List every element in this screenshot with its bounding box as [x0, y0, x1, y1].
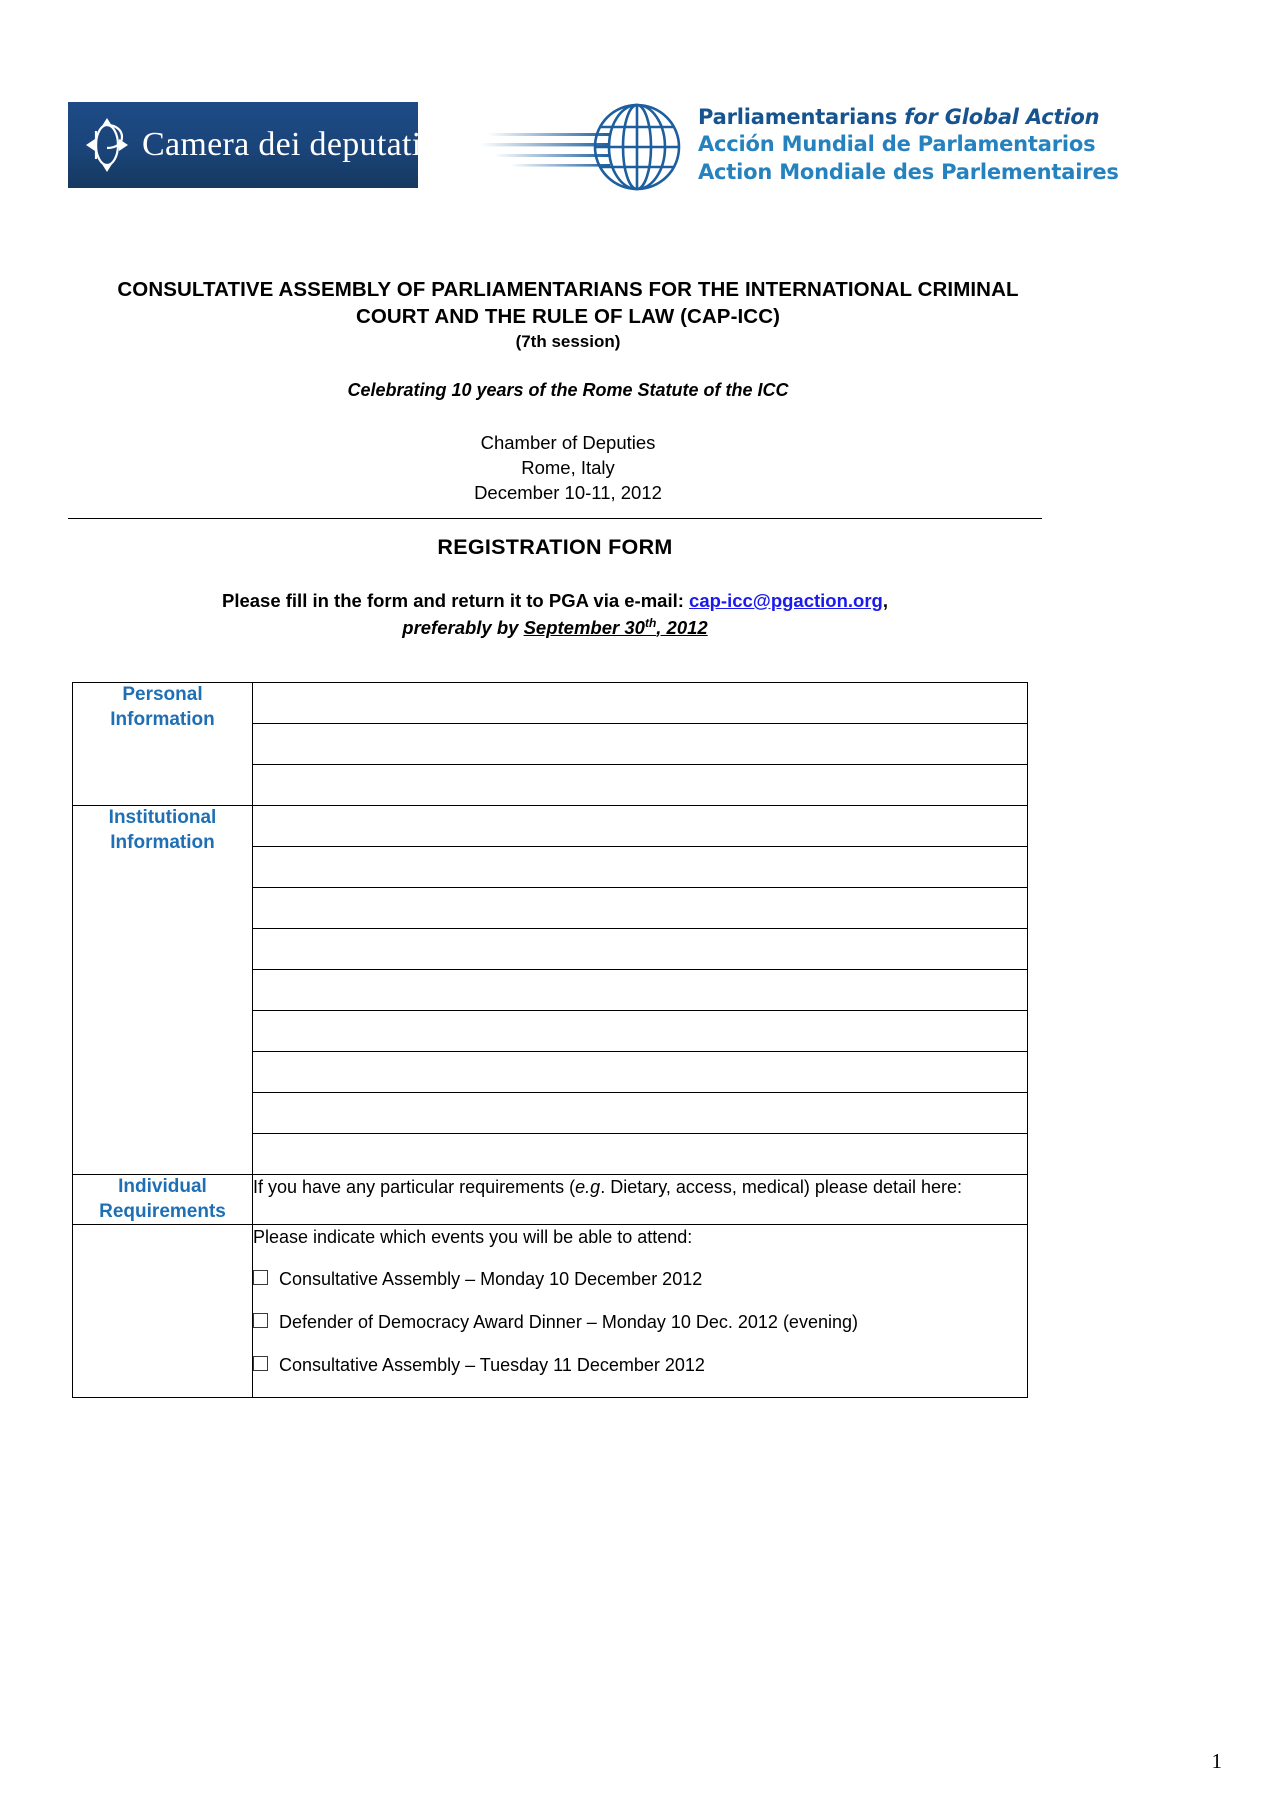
page-title-line1: CONSULTATIVE ASSEMBLY OF PARLIAMENTARIANS FOR THE INTERNATIONAL CRIMINAL [117, 278, 1019, 301]
personal-info-field-3[interactable] [253, 765, 1028, 806]
list-item[interactable] [253, 1310, 1027, 1334]
institutional-info-field-3[interactable] [253, 888, 1028, 929]
institutional-info-field-5[interactable] [253, 970, 1028, 1011]
event-label: Consultative Assembly – Monday 10 December 2012 [279, 1268, 703, 1289]
camera-dei-deputati-label: Camera dei deputati [142, 126, 422, 163]
section-label-line2: Requirements [99, 1200, 226, 1222]
submission-deadline: September 30th, 2012 [523, 615, 708, 638]
list-item[interactable] [253, 1353, 1027, 1377]
venue-name: Chamber of Deputies [480, 432, 656, 454]
event-label: Defender of Democracy Award Dinner – Monday 10 Dec. 2012 (evening) [279, 1311, 858, 1332]
individual-requirements-field[interactable]: If you have any particular requirements (e.g. Dietary, access, medical) please detail here: [253, 1175, 1028, 1225]
form-heading: REGISTRATION FORM [437, 535, 673, 559]
section-label-line1: Individual [118, 1176, 207, 1197]
venue-city: Rome, Italy [521, 457, 615, 479]
page-title-line2: COURT AND THE RULE OF LAW (CAP-ICC) [355, 305, 781, 329]
list-item[interactable] [253, 1267, 1027, 1291]
table-row [73, 806, 1028, 847]
section-label-line1: Personal [122, 684, 203, 705]
institutional-info-field-6[interactable] [253, 1011, 1028, 1052]
section-label-line2: Information [110, 708, 215, 730]
institutional-info-field-4[interactable] [253, 929, 1028, 970]
institutional-info-field-9[interactable] [253, 1134, 1028, 1175]
session-label: (7th session) [515, 332, 621, 352]
pga-wordmark [698, 104, 1119, 186]
venue-block [68, 431, 1068, 506]
pga-name-spanish: Acción Mundial de Parlamentarios [698, 132, 1096, 157]
pga-logo [480, 96, 1119, 196]
section-label-institutional-information [73, 806, 253, 1175]
section-label-personal-information [73, 683, 253, 806]
registration-form-table [72, 682, 1028, 1398]
event-label: Consultative Assembly – Tuesday 11 December 2012 [279, 1355, 705, 1376]
section-label-line2: Information [110, 831, 215, 853]
personal-info-field-2[interactable] [253, 724, 1028, 765]
events-intro-text: Please indicate which events you will be able to attend: [253, 1227, 693, 1248]
event-title-block [68, 276, 1068, 506]
events-label-cell-empty [73, 1225, 253, 1397]
page-title [68, 276, 1068, 330]
checkbox-icon[interactable] [253, 1313, 268, 1328]
events-attendance-cell [253, 1225, 1028, 1397]
camera-dei-deputati-emblem-icon [84, 117, 130, 173]
instruction-line-1: Please fill in the form and return it to PGA via e-mail: cap-icc@pgaction.org, [221, 590, 888, 611]
institutional-info-field-1[interactable] [253, 806, 1028, 847]
header-divider [68, 518, 1042, 519]
page-number: 1 [1211, 1749, 1222, 1773]
header-logos [68, 96, 1119, 196]
checkbox-icon[interactable] [253, 1356, 268, 1371]
camera-dei-deputati-logo [68, 102, 422, 188]
table-row [73, 683, 1028, 724]
globe-icon [590, 100, 684, 194]
section-label-line1: Institutional [108, 807, 217, 828]
pga-name-english: Parliamentarians for Global Action [698, 105, 1100, 129]
institutional-info-field-8[interactable] [253, 1093, 1028, 1134]
institutional-info-field-7[interactable] [253, 1052, 1028, 1093]
instruction-line-2: preferably by September 30th, 2012 [402, 615, 708, 638]
section-label-individual-requirements [73, 1175, 253, 1225]
checkbox-icon[interactable] [253, 1270, 268, 1285]
personal-info-field-1[interactable] [253, 683, 1028, 724]
pga-name-french: Action Mondiale des Parlementaires [698, 159, 1119, 184]
pga-email-link[interactable]: cap-icc@pgaction.org [689, 590, 883, 611]
table-row [73, 1225, 1028, 1397]
table-row [73, 1175, 1028, 1225]
event-subtitle: Celebrating 10 years of the Rome Statute of the ICC [347, 380, 789, 401]
venue-dates: December 10-11, 2012 [474, 482, 662, 504]
form-instructions [68, 588, 1042, 642]
institutional-info-field-2[interactable] [253, 847, 1028, 888]
